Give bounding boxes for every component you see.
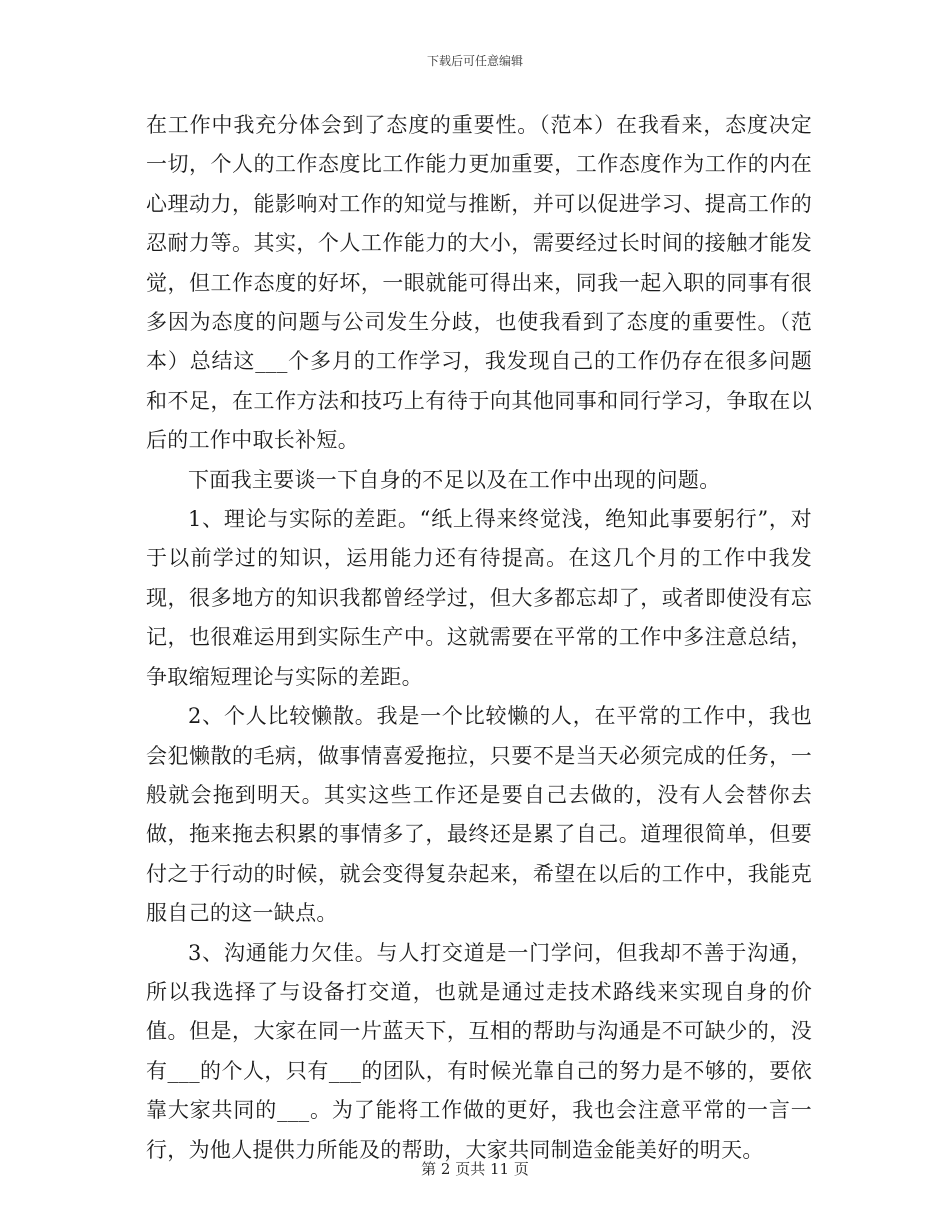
paragraph-theory-practice: 1、理论与实际的差距。“纸上得来终觉浅，绝知此事要躬行”，对于以前学过的知识，运用能力还有待提高。在这几个月的工作中我发现，很多地方的知识我都曾经学过，但大多都忘却了，或者即使没有忘记，也很难运用到实际生产中。这就需要在平常的工作中多注意总结，争取缩短理论与实际的差距。 [146,507,812,689]
paragraph-attitude: 在工作中我充分体会到了态度的重要性。（范本）在我看来，态度决定一切，个人的工作态度比工作能力更加重要，工作态度作为工作的内在心理动力，能影响对工作的知觉与推断，并可以促进学习、提高工作的忍耐力等。其实，个人工作能力的大小，需要经过长时间的接触才能发觉，但工作态度的好坏，一眼就能可得出来，同我一起入职的同事有很多因为态度的问题与公司发生分歧，也使我看到了态度的重要性。（范本）总结这___个多月的工作学习，我发现自己的工作仍存在很多问题和不足，在工作方法和技巧上有待于向其他同事和同行学习，争取在以后的工作中取长补短。 [146,113,812,453]
page-number: 第 2 页共 11 页 [421,1160,529,1178]
document-body [146,106,812,1170]
page-header: 下载后可任意编辑 [426,54,523,68]
paragraph-laziness: 2、个人比较懒散。我是一个比较懒的人，在平常的工作中，我也会犯懒散的毛病，做事情喜爱拖拉，只要不是当天必须完成的任务，一般就会拖到明天。其实这些工作还是要自己去做的，没有人会替你去做，拖来拖去积累的事情多了，最终还是累了自己。道理很简单，但要付之于行动的时候，就会变得复杂起来，希望在以后的工作中，我能克服自己的这一缺点。 [146,704,812,926]
paragraph-communication: 3、沟通能力欠佳。与人打交道是一门学问，但我却不善于沟通，所以我选择了与设备打交道，也就是通过走技术路线来实现自身的价值。但是，大家在同一片蓝天下，互相的帮助与沟通是不可缺少的，没有___的个人，只有___的团队，有时候光靠自己的努力是不够的，要依靠大家共同的___。为了能将工作做的更好，我也会注意平常的一言一行，为他人提供力所能及的帮助，大家共同制造金能美好的明天。 [146,940,812,1162]
paragraph-intro-problems: 下面我主要谈一下自身的不足以及在工作中出现的问题。 [188,467,721,492]
